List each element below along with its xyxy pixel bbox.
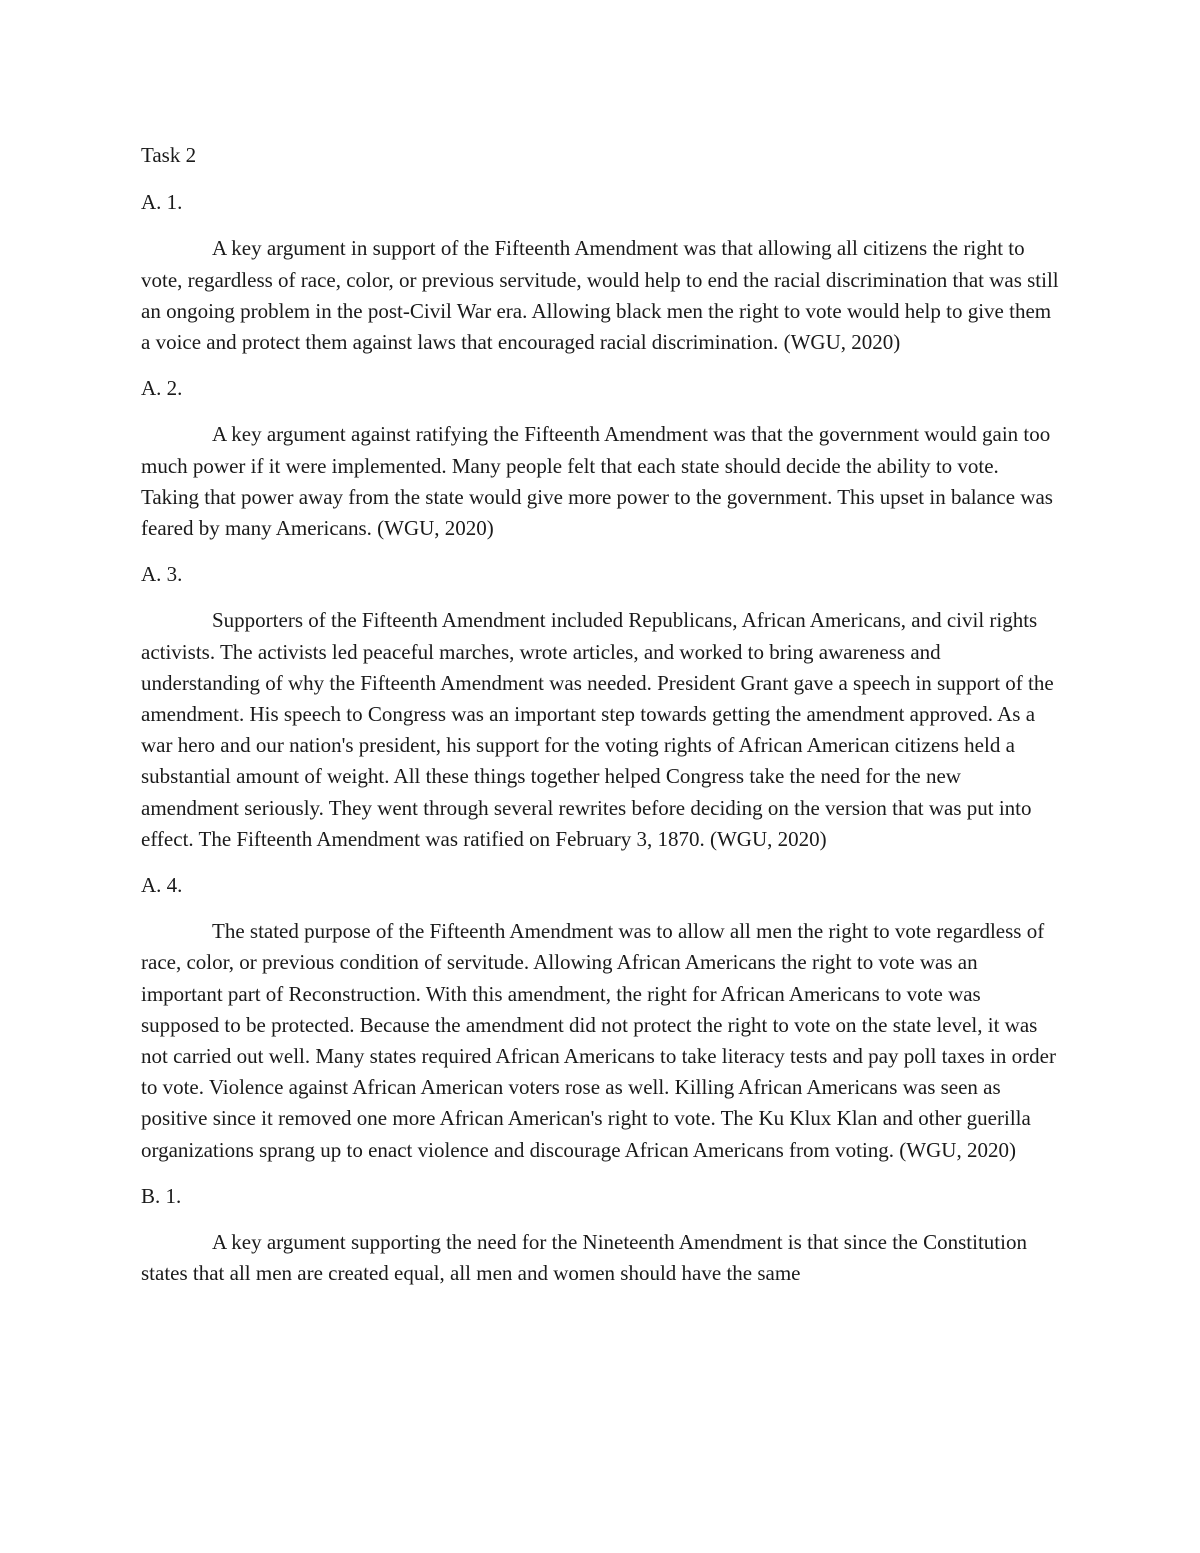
- section-heading-a3: A. 3.: [141, 562, 183, 587]
- section-heading-a1: A. 1.: [141, 190, 183, 215]
- section-paragraph-a4: The stated purpose of the Fifteenth Amendment was to allow all men the right to vote regardless of race, color, or previous condition of servitude. Allowing African Americans the right to vote was an important part of Reconstruction. With this amendment, the right for African Americans to vote was supposed to be protected. Because the amendment did not protect the right to vote on the state level, it was not carried out well. Many states required African Americans to take literacy tests and pay poll taxes in order to vote. Violence against African American voters rose as well. Killing African Americans was seen as positive since it removed one more African American's right to vote. The Ku Klux Klan and other guerilla organizations sprang up to enact violence and discourage African Americans from voting. (WGU, 2020): [141, 919, 1056, 1162]
- section-heading-a2: A. 2.: [141, 376, 183, 401]
- document-title: Task 2: [141, 143, 197, 167]
- section-paragraph-a2: A key argument against ratifying the Fifteenth Amendment was that the government would gain too much power if it were implemented. Many people felt that each state should decide the ability to vote. Taking that power away from the state would give more power to the government. This upset in balance was feared by many Americans. (WGU, 2020): [141, 422, 1053, 541]
- section-heading-a4: A. 4.: [141, 873, 183, 898]
- section-paragraph-a3: Supporters of the Fifteenth Amendment included Republicans, African Americans, and civil rights activists. The activists led peaceful marches, wrote articles, and worked to bring awareness and understanding of why the Fifteenth Amendment was needed. President Grant gave a speech in support of the amendment. His speech to Congress was an important step towards getting the amendment approved. As a war hero and our nation's president, his support for the voting rights of African American citizens held a substantial amount of weight. All these things together helped Congress take the need for the new amendment seriously. They went through several rewrites before deciding on the version that was put into effect. The Fifteenth Amendment was ratified on February 3, 1870. (WGU, 2020): [141, 608, 1054, 851]
- document-page: [141, 140, 1061, 1305]
- section-paragraph-b1: A key argument supporting the need for the Nineteenth Amendment is that since the Constitution states that all men are created equal, all men and women should have the same: [141, 1230, 1027, 1286]
- section-paragraph-a1: A key argument in support of the Fifteenth Amendment was that allowing all citizens the right to vote, regardless of race, color, or previous servitude, would help to end the racial discrimination that was still an ongoing problem in the post-Civil War era. Allowing black men the right to vote would help to give them a voice and protect them against laws that encouraged racial discrimination. (WGU, 2020): [141, 236, 1059, 355]
- section-heading-b1: B. 1.: [141, 1183, 182, 1208]
